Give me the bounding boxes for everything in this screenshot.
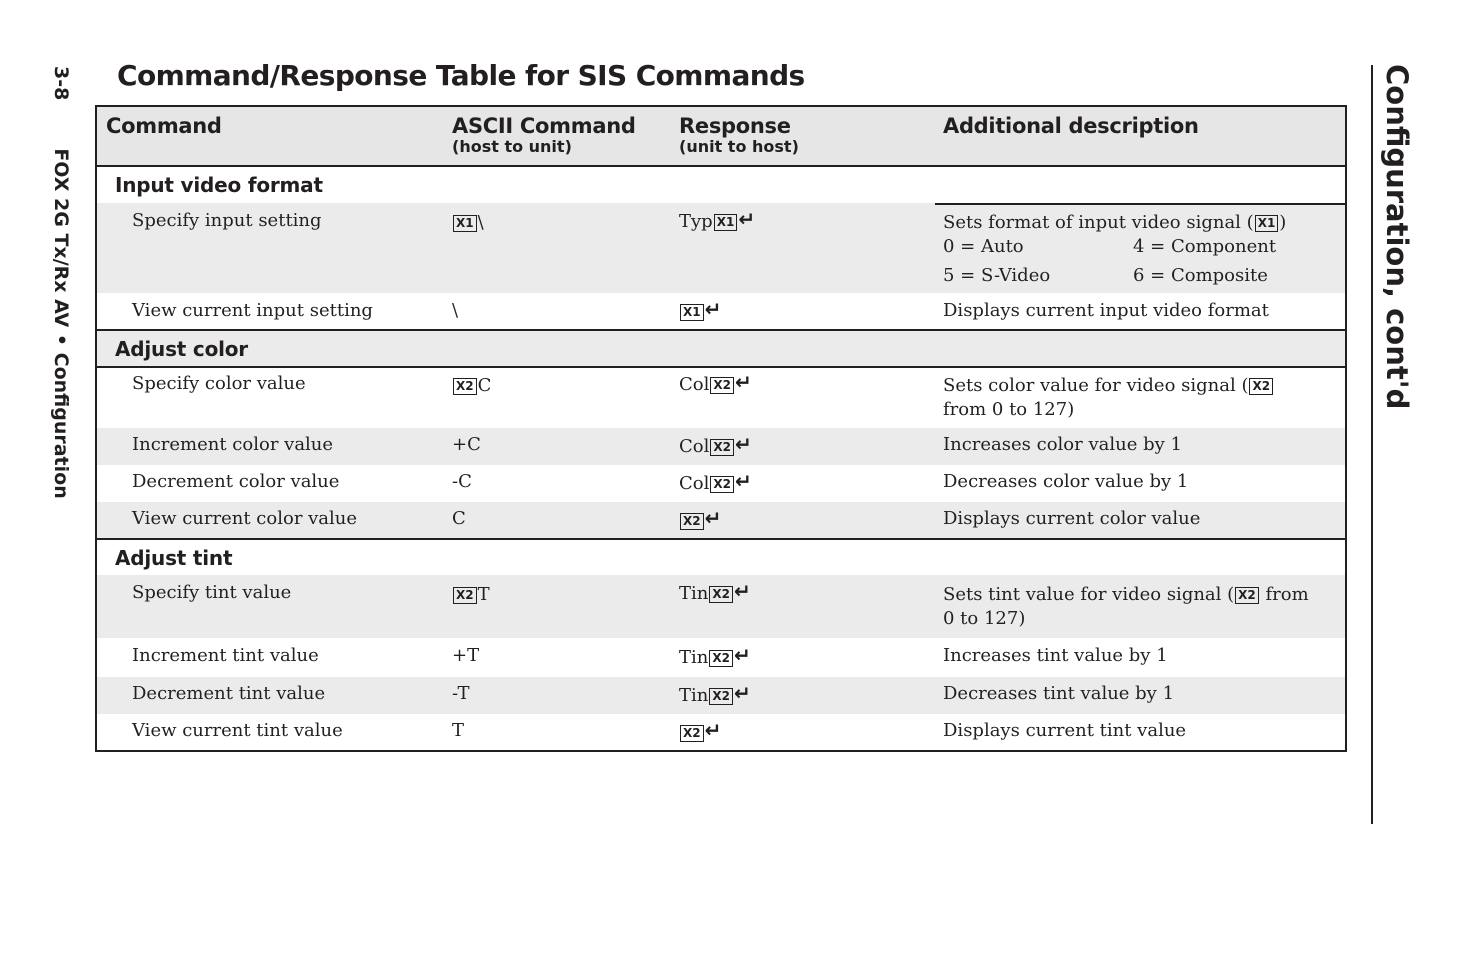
option-auto: 0 = Auto	[943, 236, 1024, 257]
description-cell: Displays current color value	[943, 508, 1201, 529]
ascii-cell: X2 C	[452, 374, 491, 398]
response-cell: Col X2 ↵	[679, 432, 752, 457]
option-composite: 6 = Composite	[1133, 265, 1268, 286]
description-cell: Sets color value for video signal ( X2 from 0 to 127)	[943, 374, 1313, 422]
enter-arrow-icon: ↵	[704, 506, 722, 530]
x2-variable-box: X2	[680, 725, 704, 742]
ascii-cell: \	[452, 300, 459, 321]
x2-variable-box: X2	[709, 688, 733, 705]
ascii-cell: +T	[452, 645, 480, 666]
enter-arrow-icon: ↵	[704, 297, 722, 321]
command-cell: Specify input setting	[132, 210, 322, 231]
page-title: Command/Response Table for SIS Commands	[117, 59, 805, 92]
command-cell: Decrement tint value	[132, 683, 326, 704]
x2-variable-box: X2	[680, 513, 704, 530]
chapter-tab: Configuration, cont'd	[1380, 64, 1414, 410]
description-cell: Increases tint value by 1	[943, 645, 1168, 666]
command-cell: Specify color value	[132, 373, 306, 394]
x2-variable-box: X2	[453, 587, 477, 604]
response-cell	[679, 720, 721, 745]
x1-variable-box: X1	[1255, 215, 1279, 232]
header-ascii-sub: (host to unit)	[452, 137, 572, 156]
x2-variable-box: X2	[1249, 378, 1273, 395]
x2-variable-box: X2	[710, 476, 734, 493]
ascii-cell: C	[452, 508, 466, 529]
table-row	[97, 638, 1345, 677]
response-cell	[679, 508, 721, 533]
command-cell: View current input setting	[132, 300, 373, 321]
section-title: Adjust tint	[115, 546, 233, 570]
response-cell: Col X2 ↵	[679, 469, 752, 494]
ascii-cell: -T	[452, 683, 470, 704]
table-row	[97, 502, 1345, 540]
enter-arrow-icon: ↵	[734, 469, 752, 493]
ascii-cell: +C	[452, 434, 481, 455]
x1-variable-box: X1	[714, 214, 738, 231]
enter-arrow-icon: ↵	[734, 370, 752, 394]
description-cell: Displays current tint value	[943, 720, 1187, 741]
x2-variable-box: X2	[709, 586, 733, 603]
response-cell: Tin X2 ↵	[679, 643, 751, 668]
command-cell: View current color value	[132, 508, 358, 529]
response-cell: Typ X1 ↵	[679, 207, 756, 232]
response-cell	[679, 299, 721, 324]
running-head	[48, 66, 74, 499]
command-cell: Specify tint value	[132, 582, 292, 603]
table-row	[97, 575, 1345, 638]
ascii-cell: -C	[452, 471, 472, 492]
option-component: 4 = Component	[1133, 236, 1277, 257]
response-cell: Tin X2 ↵	[679, 681, 751, 706]
ascii-cell: T	[452, 720, 465, 741]
enter-arrow-icon: ↵	[733, 643, 751, 667]
running-head-text: FOX 2G Tx/Rx AV • Configuration	[50, 148, 72, 499]
x2-variable-box: X2	[453, 378, 477, 395]
command-cell: Decrement color value	[132, 471, 340, 492]
table-row	[97, 465, 1345, 502]
table-row	[97, 677, 1345, 714]
command-cell: View current tint value	[132, 720, 343, 741]
chapter-divider	[1371, 65, 1373, 824]
x2-variable-box: X2	[710, 377, 734, 394]
option-s-video: 5 = S-Video	[943, 265, 1051, 286]
sis-command-table	[95, 105, 1347, 752]
description-cell: Decreases color value by 1	[943, 471, 1189, 492]
command-cell: Increment color value	[132, 434, 334, 455]
description-cell: Sets format of input video signal ( X1 ) 0 = Auto 4 = Component 5 = S-Video 6 = Composite	[943, 212, 1287, 286]
table-row	[97, 203, 1345, 293]
header-description: Additional description	[943, 114, 1199, 138]
response-cell: Tin X2 ↵	[679, 579, 751, 604]
table-row	[97, 366, 1345, 428]
section-header-tint	[97, 538, 1345, 577]
x1-variable-box: X1	[680, 304, 704, 321]
page-number: 3-8	[50, 66, 72, 101]
description-cell: Decreases tint value by 1	[943, 683, 1175, 704]
section-title: Adjust color	[115, 337, 248, 361]
enter-arrow-icon: ↵	[733, 579, 751, 603]
header-response-label: Response	[679, 114, 791, 138]
response-cell: Col X2 ↵	[679, 370, 752, 395]
table-header	[97, 107, 1345, 167]
description-cell: Sets tint value for video signal ( X2 from 0 to 127)	[943, 584, 1309, 629]
header-response	[679, 113, 799, 155]
description-cell: Displays current input video format	[943, 300, 1269, 321]
enter-arrow-icon: ↵	[733, 681, 751, 705]
x2-variable-box: X2	[1235, 587, 1259, 604]
command-cell: Increment tint value	[132, 645, 319, 666]
header-ascii-label: ASCII Command	[452, 114, 636, 138]
enter-arrow-icon: ↵	[704, 718, 722, 742]
header-ascii	[452, 113, 636, 155]
header-command: Command	[106, 114, 222, 138]
header-response-sub: (unit to host)	[679, 137, 799, 156]
section-title: Input video format	[115, 173, 323, 197]
partial-rule	[935, 203, 1345, 205]
ascii-cell: X1 \	[452, 211, 484, 235]
table-row	[97, 714, 1345, 750]
table-row	[97, 428, 1345, 465]
enter-arrow-icon: ↵	[734, 432, 752, 456]
x2-variable-box: X2	[709, 650, 733, 667]
x2-variable-box: X2	[710, 439, 734, 456]
description-cell: Increases color value by 1	[943, 434, 1182, 455]
section-header-input	[97, 167, 1345, 205]
ascii-cell: X2 T	[452, 583, 490, 607]
section-header-color	[97, 329, 1345, 368]
enter-arrow-icon: ↵	[738, 207, 756, 231]
x1-variable-box: X1	[453, 215, 477, 232]
table-row	[97, 293, 1345, 331]
